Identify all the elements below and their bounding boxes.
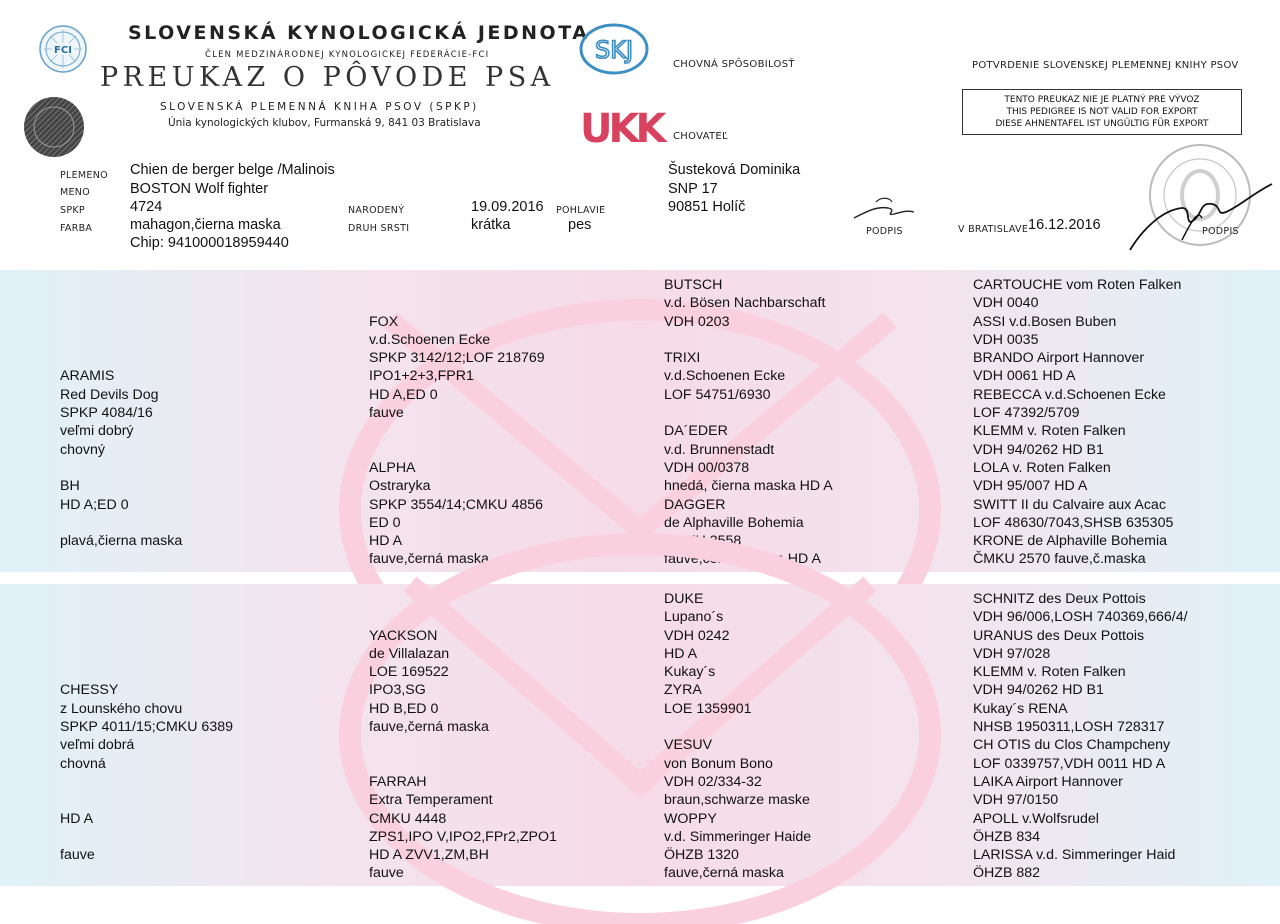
pedigree-line: braun,schwarze maske [664,792,810,809]
pedigree-line: de Alphaville Bohemia [664,514,804,531]
pedigree-line: VDH 0061 HD A [973,368,1076,385]
ukk-logo-icon [578,106,663,152]
dam-generation-4 [973,590,1188,883]
pedigree-line [60,590,233,608]
pedigree-line: SCHNITZ des Deux Pottois [973,591,1146,607]
pedigree-line: Red Devils Dog [60,386,159,403]
pedigree-line [369,736,557,754]
pedigree-line [60,276,182,294]
ukk-logo-text: UKK [580,106,663,152]
pedigree-line: VDH 0203 [664,313,730,330]
pedigree-line: BRANDO Airport Hannover [973,350,1145,367]
coat-value: krátka [471,217,511,233]
pedigree-line: LOF 48630/7043,SHSB 635305 [973,514,1174,531]
pedigree-line: fauve,černá maska [664,865,784,882]
pedigree-line: HD A [369,533,403,550]
pedigree-line [369,755,557,773]
born-value: 19.09.2016 [471,199,544,215]
club-address: Únia kynologických klubov, Furmanská 9, 841 03 Bratislava [168,117,481,129]
pedigree-line: CMKU 4448 [369,810,447,827]
pedigree-line [60,459,182,477]
pedigree-line: ASSI v.d.Bosen Buben [973,313,1117,330]
chip-value: Chip: 941000018959440 [130,235,289,251]
pedigree-line: fauve [369,405,404,422]
pedigree-line: VDH 0040 [973,295,1039,312]
sex-value: pes [568,217,592,233]
breeding-ability-label: CHOVNÁ SPÔSOBILOSŤ [673,59,795,70]
stud-book-confirmation-label: POTVRDENIE SLOVENSKEJ PLEMENNEJ KNIHY PSOV [972,60,1239,71]
name-label: MENO [60,187,90,198]
pedigree-line: URANUS des Deux Pottois [973,627,1145,644]
pedigree-line: APOLL v.Wolfsrudel [973,810,1099,827]
pedigree-line: VDH 97/028 [973,645,1051,662]
pedigree-line: HD A [60,810,94,827]
pedigree-line: CHESSY [60,682,119,699]
pedigree-line: ÖHZB 834 [973,828,1041,845]
pedigree-line [60,514,182,532]
pedigree-line: VESUV [664,737,713,754]
pedigree-line: fauve,černá maska [369,719,489,736]
sire-generation-3 [664,276,833,569]
pedigree-line [60,663,233,681]
export-notice-de: DIESE AHNENTAFEL IST UNGÜLTIG FÜR EXPORT [995,119,1209,129]
pedigree-line: v.d. Bösen Nachbarschaft [664,295,826,312]
pedigree-line: CH OTIS du Clos Champcheny [973,737,1171,754]
pedigree-line [369,276,545,294]
pedigree-line: DA´EDER [664,423,728,440]
pedigree-line [60,331,182,349]
stud-book-name: SLOVENSKÁ PLEMENNÁ KNIHA PSOV (SPKP) [160,101,479,113]
pedigree-line: ZPS1,IPO V,IPO2,FPr2,ZPO1 [369,828,557,845]
pedigree-line: YACKSON [369,627,438,644]
pedigree-line: FARRAH [369,773,427,790]
pedigree-line: HD A ZVV1,ZM,BH [369,847,489,864]
pedigree-line: SWITT II du Calvaire aux Acac [973,496,1166,513]
pedigree-line: SPKP 3554/14;CMKU 4856 [369,496,544,513]
export-notice-box [962,89,1242,135]
pedigree-line: WOPPY [664,810,717,827]
dam-pedigree-section [0,584,1280,886]
pedigree-line: LOF 47392/5709 [973,405,1080,422]
export-notice-en: THIS PEDIGREE IS NOT VALID FOR EXPORT [1006,107,1198,117]
pedigree-line: HD B,ED 0 [369,700,439,717]
pedigree-line: VDH 97/0150 [973,792,1059,809]
pedigree-line: HD A;ED 0 [60,496,129,513]
breeder-signature-icon [846,192,916,226]
pedigree-line: fauve [60,847,95,864]
pedigree-line: fauve,černá maska HD A [664,551,821,568]
skj-logo-text: SKJ [594,36,634,64]
sire-pedigree-section [0,270,1280,572]
pedigree-line [369,294,545,312]
pedigree-line: VDH 0242 [664,627,730,644]
pedigree-line: DUKE [664,591,704,607]
color-value: mahagon,čierna maska [130,217,281,233]
pedigree-line: v.d.Schoenen Ecke [369,331,491,348]
coat-label: DRUH SRSTI [348,223,410,234]
pedigree-line: VDH 94/0262 HD B1 [973,682,1104,699]
pedigree-line: REBECCA v.d.Schoenen Ecke [973,386,1166,403]
pedigree-line: Kukay´s RENA [973,700,1068,717]
pedigree-line: ALPHA [369,459,416,476]
registrar-signature-label: PODPIS [1202,226,1239,237]
registrar-signature-icon [1122,180,1277,256]
document-title: PREUKAZ O PÔVODE PSA [100,62,555,93]
pedigree-line: ZYRA [664,682,702,699]
pedigree-line: VDH 95/007 HD A [973,478,1088,495]
pedigree-line: ED 0 [369,514,401,531]
pedigree-line [664,718,811,736]
breeder-city: 90851 Holíč [668,199,746,215]
pedigree-line [60,645,233,663]
pedigree-line: v.d. Brunnenstadt [664,441,775,458]
pedigree-line: LARISSA v.d. Simmeringer Haid [973,847,1176,864]
pedigree-line: VDH 96/006,LOSH 740369,666/4/ [973,609,1188,626]
pedigree-line: IPO1+2+3,FPR1 [369,368,474,385]
pedigree-line [60,313,182,331]
pedigree-line: SPKP 4084/16 [60,405,153,422]
pedigree-line: DAGGER [664,496,726,513]
sire-generation-2 [369,276,545,569]
sire-generation-4 [973,276,1181,569]
pedigree-line: VDH 00/0378 [664,459,750,476]
pedigree-line [60,828,233,846]
born-label: NARODENÝ [348,205,405,216]
pedigree-line: Ostraryka [369,478,431,495]
pedigree-line: v.d. Simmeringer Haide [664,828,812,845]
pedigree-line: fauve [369,865,404,882]
dam-generation-2 [369,590,557,883]
pedigree-line: ÖHZB 882 [973,865,1041,882]
sire-generation-1 [60,276,182,550]
pedigree-line: TRIXI [664,350,701,367]
pedigree-line: LAIKA Airport Hannover [973,773,1123,790]
pedigree-line: HD A [664,645,698,662]
pedigree-line: Extra Temperament [369,792,493,809]
pedigree-line [664,404,833,422]
date-value: 16.12.2016 [1028,217,1101,233]
pedigree-line [60,791,233,809]
pedigree-line: Lupano´s [664,609,724,626]
spkp-value: 4724 [130,199,163,215]
skj-logo-icon [578,22,650,76]
pedigree-line: CARTOUCHE vom Roten Falken [973,277,1182,293]
pedigree-line: IPO3,SG [369,682,426,699]
pedigree-line: FOX [369,313,399,330]
pedigree-line: chovná [60,755,106,772]
pedigree-line: hnedá, čierna maska HD A [664,478,833,495]
pedigree-line: ČMKU 2570 fauve,č.maska [973,551,1146,568]
pedigree-line: VDH 02/334-32 [664,773,762,790]
pedigree-line [60,349,182,367]
pedigree-line: KLEMM v. Roten Falken [973,664,1126,681]
fci-logo-text: FCI [54,45,72,56]
place-label: V BRATISLAVE [958,224,1029,235]
breed-value: Chien de berger belge /Malinois [130,162,335,178]
pedigree-line [60,773,233,791]
pedigree-line: KRONE de Alphaville Bohemia [973,533,1167,550]
pedigree-line: plavá,čierna maska [60,533,183,550]
pedigree-line: LOF 54751/6930 [664,386,771,403]
pedigree-line: LOLA v. Roten Falken [973,459,1111,476]
pedigree-line: z Lounského chovu [60,700,183,717]
color-label: FARBA [60,223,93,234]
pedigree-line [369,608,557,626]
dam-generation-3 [664,590,811,883]
pedigree-line: HD A,ED 0 [369,386,438,403]
fci-logo-icon [38,24,88,74]
breeder-name: Šusteková Dominika [668,162,801,178]
pedigree-line: v.d.Schoenen Ecke [664,368,786,385]
pedigree-line [60,294,182,312]
pedigree-line [60,608,233,626]
export-notice-sk: TENTO PREUKAZ NIE JE PLATNÝ PRE VÝVOZ [1004,95,1200,105]
breeder-label: CHOVATEĽ [673,131,728,142]
pedigree-line: chovný [60,441,105,458]
pedigree-line: LOE 169522 [369,664,449,681]
pedigree-line: de Villalazan [369,645,450,662]
spkp-label: SPKP [60,205,85,216]
breeder-signature-label: PODPIS [866,226,903,237]
pedigree-line: LOF 0339757,VDH 0011 HD A [973,755,1166,772]
org-name: SLOVENSKÁ KYNOLOGICKÁ JEDNOTA [128,22,590,44]
embossed-seal-icon [22,95,86,159]
dam-generation-1 [60,590,233,864]
pedigree-line: SPKP 4011/15;CMKU 6389 [60,719,233,736]
sex-label: POHLAVIE [556,205,606,216]
breeder-street: SNP 17 [668,181,718,197]
breed-label: PLEMENO [60,170,108,181]
pedigree-line: von Bonum Bono [664,755,773,772]
pedigree-line [60,627,233,645]
pedigree-line: ÖHZB 1320 [664,847,739,864]
pedigree-line: NHSB 1950311,LOSH 728317 [973,719,1165,736]
pedigree-line [369,590,557,608]
pedigree-line: BH [60,478,80,495]
pedigree-line: ARAMIS [60,368,115,385]
pedigree-line: fauve,černá maska [369,551,489,568]
pedigree-line: veľmi dobrá [60,737,135,754]
pedigree-line: VDH 0035 [973,331,1039,348]
pedigree-line: KLEMM v. Roten Falken [973,423,1126,440]
pedigree-line [369,441,545,459]
pedigree-line [369,422,545,440]
pedigree-line: veľmi dobrý [60,423,134,440]
pedigree-line: BUTSCH [664,277,723,293]
fci-membership: ČLEN MEDZINÁRODNEJ KYNOLOGICKEJ FEDERÁCIE-FCI [205,50,490,60]
pedigree-line: CMKU 3558 [664,533,742,550]
pedigree-line: LOE 1359901 [664,700,752,717]
pedigree-line: VDH 94/0262 HD B1 [973,441,1104,458]
pedigree-line: Kukay´s [664,664,716,681]
pedigree-line: SPKP 3142/12;LOF 218769 [369,350,545,367]
pedigree-line [664,331,833,349]
name-value: BOSTON Wolf fighter [130,181,269,197]
